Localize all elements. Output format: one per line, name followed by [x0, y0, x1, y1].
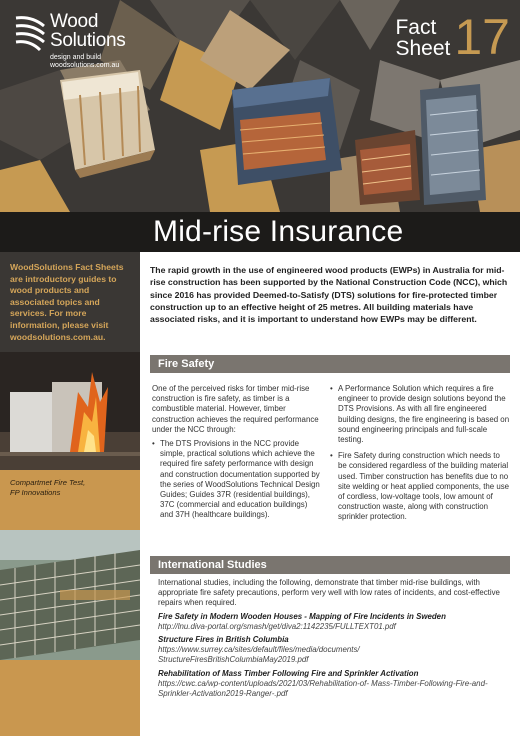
reference-1-link[interactable]: http://lnu.diva-portal.org/smash/get/diva2:1142235/FULLTEXT01.pdf: [158, 621, 396, 631]
international-studies-header: [150, 556, 510, 574]
fact-sheet-label: [395, 17, 450, 59]
caption-line2: FP Innovations: [10, 488, 61, 497]
title-bar: [0, 212, 520, 252]
fire-test-photo: [0, 352, 140, 470]
international-studies-body: [158, 578, 510, 699]
fact-word: Fact: [395, 16, 437, 39]
brand-tagline-line1: design and build: [50, 54, 101, 61]
fire-safety-bullet-1: • The DTS Provisions in the NCC provide simple, practical solutions which achieve the required fire safety performance with design and construction documentation supported by the series of WoodSolutions Technical Design Guides; Guides 37R (residential buildings), 37C (commercial and education buildings) and 37H (healthcare buildings).: [152, 439, 322, 521]
reference-3: [158, 669, 510, 700]
fact-sheet-badge: [395, 9, 510, 68]
fire-safety-paragraph: One of the perceived risks for timber mid-rise construction is fire safety, as timber is a combustible material. However, timber construction achieves the required performance under the NCC through:: [152, 384, 319, 434]
fire-safety-col-right: [330, 384, 510, 529]
brand-name-line2: Solutions: [50, 30, 126, 51]
brand-tagline: [50, 54, 119, 70]
reference-1-title: Fire Safety in Modern Wooden Houses - Mapping of Fire Incidents in Sweden: [158, 611, 446, 621]
reference-3-title: Rehabilitation of Mass Timber Following Fire and Sprinkler Activation: [158, 668, 419, 678]
brand-url: woodsolutions.com.au: [50, 62, 120, 69]
sidebar-promo-text: WoodSolutions Fact Sheets are introductory guides to wood products and associated topics and services. For more information, please visit woodsolutions.com.au.: [10, 262, 124, 342]
reference-2-link[interactable]: https://www.surrey.ca/sites/default/files/media/documents/ StructureFiresBritishColumbiaMay2019.pdf: [158, 645, 360, 665]
reference-1: [158, 612, 510, 632]
fire-safety-bullet-2: • A Performance Solution which requires a fire engineer to provide design solutions beyond the DTS Provisions. As with all fire engineered building designs, the fire engineering is based on sound engineering principals and full-scale testing.: [330, 384, 510, 445]
header-banner: [0, 0, 520, 212]
sidebar-promo: [0, 252, 140, 352]
sheet-word: Sheet: [395, 37, 451, 60]
reference-2: [158, 635, 510, 666]
sidebar-gold-panel: [0, 660, 140, 736]
brand-name: [50, 12, 125, 50]
construction-site-photo: [0, 530, 140, 660]
brand-name-line1: Wood: [50, 11, 99, 32]
woodsolutions-logo[interactable]: [14, 12, 154, 74]
caption-line1: Compartmet Fire Test,: [10, 478, 86, 487]
reference-2-title: Structure Fires in British Columbia: [158, 635, 289, 645]
international-studies-heading: International Studies: [158, 559, 267, 571]
reference-3-link[interactable]: https://cwc.ca/wp-content/uploads/2021/03/Rehabilitation-of- Mass-Timber-Following-Fire-and-Sprinkler-Activation2019-Ranger-.pdf: [158, 678, 488, 699]
scaffold-illustration: [0, 530, 140, 660]
international-lead: International studies, including the following, demonstrate that timber mid-rise buildings, with appropriate fire safety precautions, perform very well with low rates of incidents, and cost-effective repairs when required.: [158, 578, 500, 608]
sidebar: [0, 252, 140, 736]
fire-safety-heading: Fire Safety: [158, 358, 215, 370]
fire-safety-bullet-3: • Fire Safety during construction which needs to be considered regardless of the building material used. Timber construction has benefits due to no site welding or heat applied components, the use of cordless, low-voltage tools, low amount of construction waste, along with construction sprinkler protection.: [330, 451, 510, 522]
intro-paragraph: The rapid growth in the use of engineered wood products (EWPs) in Australia for mid-rise construction has been supported by the National Construction Code (NCC), which since 2016 has provided Deemed-to-Satisfy (DTS) solutions for fire-protected timber construction up to an effective height of 25 metres. All building materials have associated risks, and it is important to understand how EWPs may be different.: [150, 265, 508, 325]
page-title: Mid-rise Insurance: [153, 215, 404, 248]
fire-safety-col-left: [152, 384, 322, 527]
fire-test-illustration: [0, 352, 140, 470]
fact-sheet-number: 17: [454, 9, 510, 65]
woodsolutions-logo-icon: [14, 12, 46, 52]
fire-safety-header: [150, 355, 510, 373]
photo-caption: [0, 470, 140, 530]
